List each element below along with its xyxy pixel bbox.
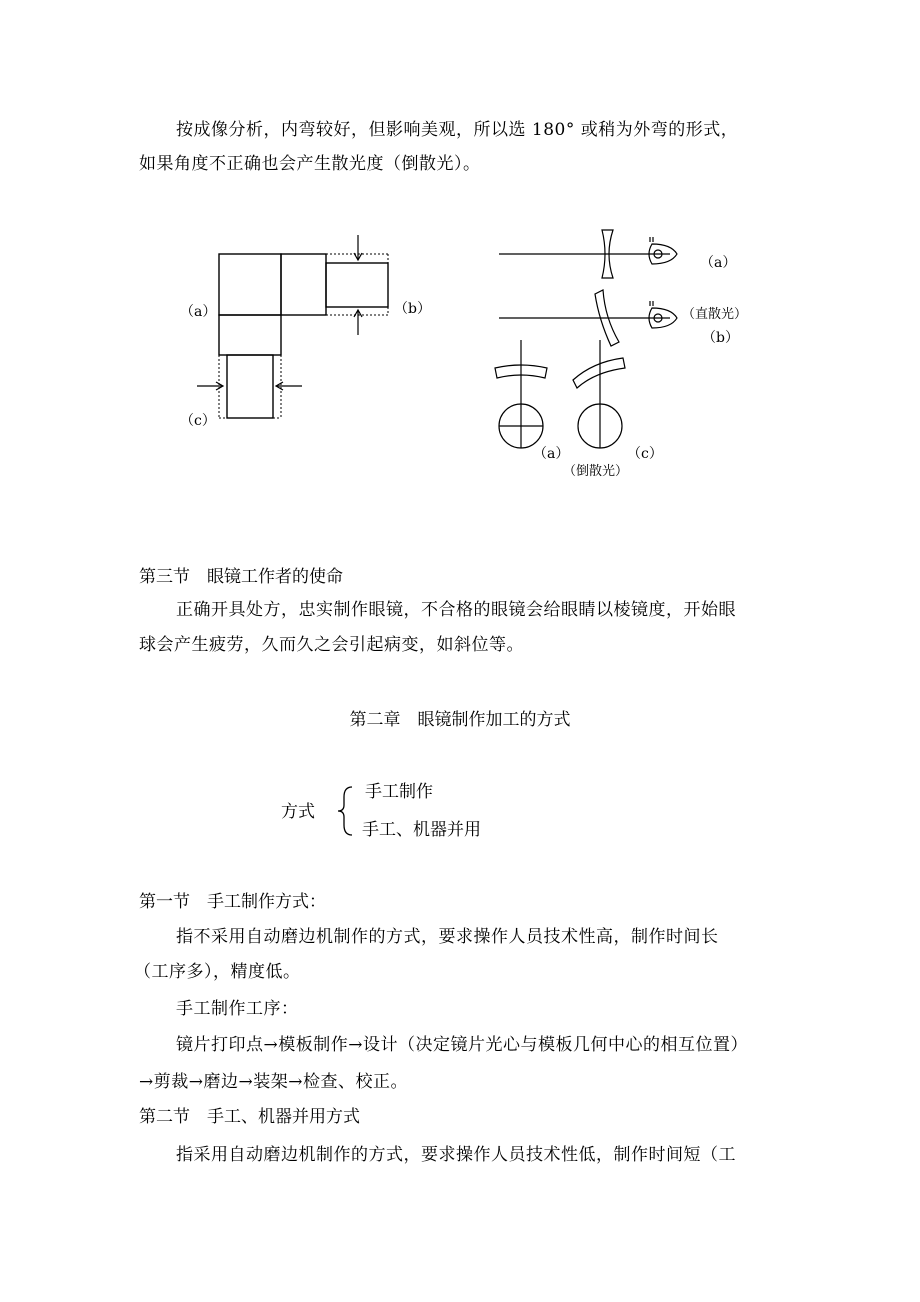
section1-steps-line-2: →剪裁→磨边→装架→检查、校正。 <box>139 1072 408 1092</box>
methods-item-2: 手工、机器并用 <box>362 820 481 840</box>
frame-label-a: （a） <box>180 304 217 320</box>
label-b: （b） <box>702 330 739 346</box>
section3-para-line-1: 正确开具处方，忠实制作眼镜，不合格的眼镜会给眼睛以棱镜度，开始眼 <box>176 600 736 620</box>
intro-line-1: 按成像分析，内弯较好，但影响美观，所以选 180° 或稍为外弯的形式， <box>176 120 739 140</box>
astigmatism-diagram <box>495 222 815 482</box>
section2-para-line-1: 指采用自动磨边机制作的方式，要求操作人员技术性低，制作时间短（工 <box>176 1145 736 1165</box>
frame-label-b: （b） <box>394 301 431 317</box>
section3-para-line-2: 球会产生疲劳，久而久之会引起病变，如斜位等。 <box>139 635 524 655</box>
section3-heading: 第三节 眼镜工作者的使命 <box>139 567 343 587</box>
section1-steps-title: 手工制作工序： <box>176 999 299 1019</box>
methods-label: 方式 <box>281 802 315 822</box>
label-a-top: （a） <box>700 255 737 271</box>
section1-para-line-2: （工序多），精度低。 <box>134 962 301 982</box>
brace-icon <box>336 785 356 837</box>
section1-heading: 第一节 手工制作方式： <box>139 892 326 912</box>
frame-diagram <box>170 225 450 445</box>
section2-heading: 第二节 手工、机器并用方式 <box>139 1107 360 1127</box>
chapter2-title: 第二章 眼镜制作加工的方式 <box>349 710 571 730</box>
label-dao: （倒散光） <box>563 464 629 479</box>
intro-line-2: 如果角度不正确也会产生散光度（倒散光）。 <box>139 154 481 174</box>
section1-steps-line-1: 镜片打印点→模板制作→设计（决定镜片光心与模板几何中心的相互位置） <box>176 1035 748 1055</box>
frame-label-c: （c） <box>180 413 216 429</box>
methods-item-1: 手工制作 <box>365 782 433 802</box>
label-a-bottom: （a） <box>533 446 570 462</box>
label-c-bottom: （c） <box>627 446 663 462</box>
section1-para-line-1: 指不采用自动磨边机制作的方式，要求操作人员技术性高，制作时间长 <box>176 927 719 947</box>
label-zhi: （直散光） <box>682 307 748 322</box>
